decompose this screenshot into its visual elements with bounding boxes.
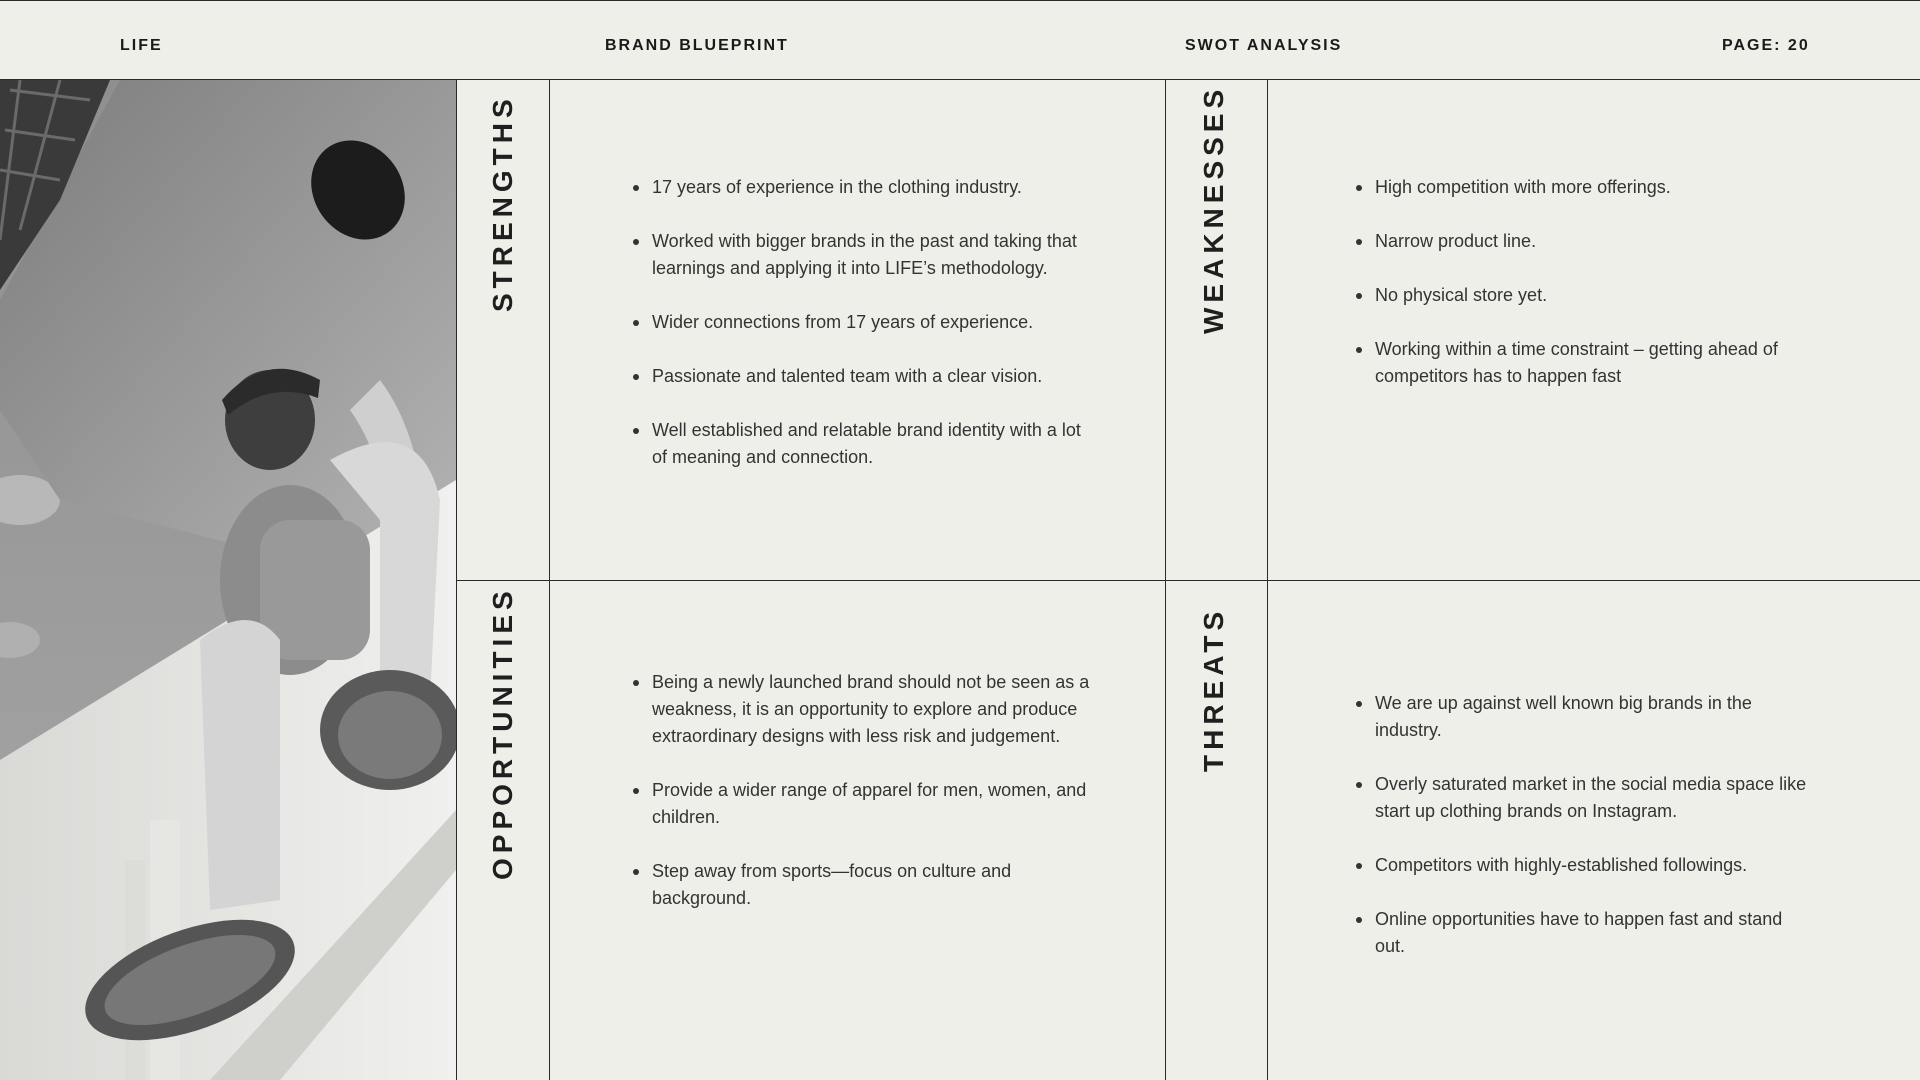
list-item: Narrow product line. bbox=[1355, 228, 1815, 255]
list-item: We are up against well known big brands in the industry. bbox=[1355, 690, 1815, 744]
strengths-list bbox=[632, 174, 1092, 498]
list-item: Working within a time constraint – getting ahead of competitors has to happen fast bbox=[1355, 336, 1815, 390]
list-item: Step away from sports—focus on culture and background. bbox=[632, 858, 1092, 912]
list-item: Provide a wider range of apparel for men, women, and children. bbox=[632, 777, 1092, 831]
page-header bbox=[0, 0, 1920, 80]
list-item: Wider connections from 17 years of experience. bbox=[632, 309, 1092, 336]
list-item: 17 years of experience in the clothing industry. bbox=[632, 174, 1092, 201]
opportunities-list bbox=[632, 669, 1092, 939]
list-item: High competition with more offerings. bbox=[1355, 174, 1815, 201]
list-item: Worked with bigger brands in the past and taking that learnings and applying it into LIFE’s methodology. bbox=[632, 228, 1092, 282]
section-title: SWOT ANALYSIS bbox=[1185, 37, 1343, 54]
hero-photo bbox=[0, 80, 456, 1080]
weaknesses-list bbox=[1355, 174, 1815, 417]
list-item: Passionate and talented team with a clear vision. bbox=[632, 363, 1092, 390]
threats-list bbox=[1355, 690, 1815, 987]
list-item: Online opportunities have to happen fast and stand out. bbox=[1355, 906, 1815, 960]
list-item: No physical store yet. bbox=[1355, 282, 1815, 309]
strengths-heading: STRENGTHS bbox=[487, 94, 518, 312]
list-item: Overly saturated market in the social media space like start up clothing brands on Instagram. bbox=[1355, 771, 1815, 825]
threats-heading: THREATS bbox=[1198, 606, 1229, 772]
list-item: Well established and relatable brand identity with a lot of meaning and connection. bbox=[632, 417, 1092, 471]
grid-divider bbox=[456, 580, 1920, 581]
brand-name: LIFE bbox=[120, 37, 163, 54]
list-item: Competitors with highly-established followings. bbox=[1355, 852, 1815, 879]
weaknesses-heading: WEAKNESSES bbox=[1198, 84, 1229, 334]
list-item: Being a newly launched brand should not be seen as a weakness, it is an opportunity to explore and produce extraordinary designs with less risk and judgement. bbox=[632, 669, 1092, 750]
page-number: PAGE: 20 bbox=[1722, 37, 1810, 54]
document-title: BRAND BLUEPRINT bbox=[605, 37, 789, 54]
opportunities-heading: OPPORTUNITIES bbox=[487, 586, 518, 880]
